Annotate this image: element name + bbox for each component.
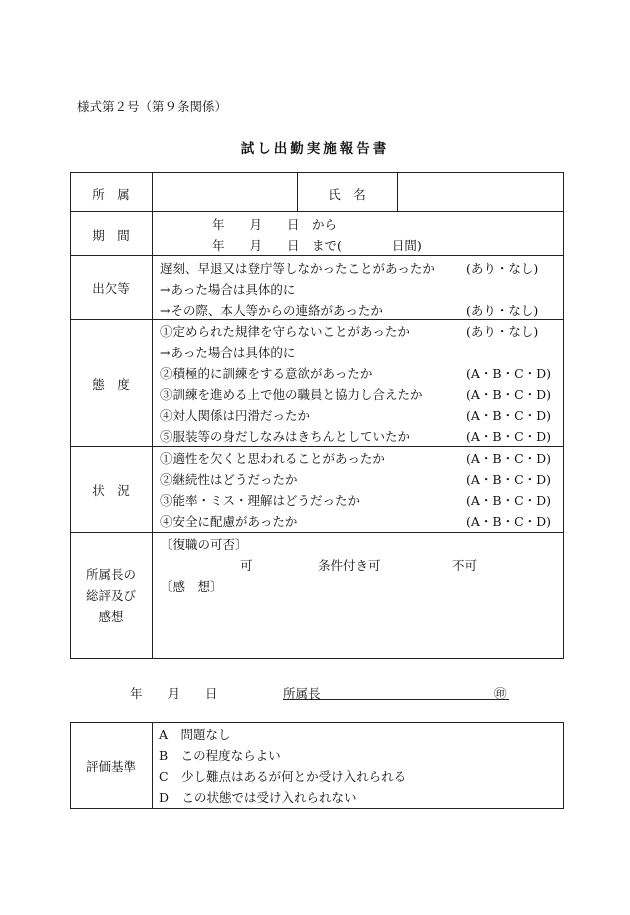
criteria-label: 評価基準: [85, 759, 136, 774]
attendance-item: →その際、本人等からの連絡があったか: [160, 303, 383, 318]
seal-mark: ㊞: [494, 686, 507, 701]
condition-item: ③能率・ミス・理解はどうだったか: [160, 493, 361, 508]
attitude-label: 態 度: [92, 377, 130, 392]
criteria-item: B この程度ならよい: [159, 748, 281, 763]
attitude-item: ⑤服装等の身だしなみはきちんとしていたか: [160, 429, 411, 444]
period-from: 年 月 日 から: [212, 217, 338, 232]
condition-choice[interactable]: (A・B・C・D): [466, 514, 552, 529]
criteria-item: D この状態では受け入れられない: [159, 790, 357, 805]
attitude-item: →あった場合は具体的に: [160, 345, 296, 360]
return-heading: 〔復職の可否〕: [160, 537, 248, 552]
signature-underline[interactable]: [283, 699, 509, 700]
attitude-item: ④対人関係は円滑だったか: [160, 408, 311, 423]
criteria-item: C 少し難点はあるが何とか受け入れられる: [159, 769, 407, 784]
condition-item: ②継続性はどうだったか: [160, 472, 298, 487]
director-signature-label: 所属長: [283, 686, 321, 701]
condition-choice[interactable]: (A・B・C・D): [466, 451, 552, 466]
criteria-item: A 問題なし: [159, 727, 231, 742]
name-label: 氏 名: [328, 187, 366, 202]
attitude-item: ③訓練を進める上で他の職員と協力し合えたか: [160, 387, 423, 402]
attendance-item: →あった場合は具体的に: [160, 282, 296, 297]
attitude-choice[interactable]: (A・B・C・D): [466, 408, 552, 423]
attitude-choice[interactable]: (A・B・C・D): [466, 429, 552, 444]
condition-choice[interactable]: (A・B・C・D): [466, 472, 552, 487]
attendance-item: 遅刻、早退又は登庁等しなかったことがあったか: [160, 261, 435, 276]
form-number: 様式第２号（第９条関係）: [77, 99, 228, 114]
attitude-choice[interactable]: (A・B・C・D): [466, 387, 552, 402]
attendance-choice[interactable]: (あり・なし): [466, 261, 539, 276]
affiliation-label: 所 属: [92, 187, 130, 202]
period-to: 年 月 日 まで( 日間): [212, 238, 422, 253]
condition-label: 状 況: [92, 483, 130, 498]
condition-item: ④安全に配慮があったか: [160, 514, 298, 529]
attitude-choice[interactable]: (A・B・C・D): [466, 366, 552, 381]
attendance-choice[interactable]: (あり・なし): [466, 303, 539, 318]
attitude-item: ②積極的に訓練をする意欲があったか: [160, 366, 373, 381]
director-review-label: 所属長の 総評及び 感想: [85, 567, 136, 624]
condition-item: ①適性を欠くと思われることがあったか: [160, 451, 385, 466]
condition-choice[interactable]: (A・B・C・D): [466, 493, 552, 508]
return-option-yes[interactable]: 可: [240, 558, 253, 573]
attitude-item: ①定められた規律を守らないことがあったか: [160, 324, 410, 339]
impression-heading: 〔感 想〕: [160, 579, 223, 594]
signature-date: 年 月 日: [130, 686, 218, 701]
period-label: 期 間: [92, 228, 130, 243]
return-option-conditional[interactable]: 条件付き可: [318, 558, 381, 573]
attendance-label: 出欠等: [92, 281, 130, 296]
page-title: 試し出勤実施報告書: [240, 141, 390, 157]
attitude-choice[interactable]: (あり・なし): [466, 324, 539, 339]
return-option-no[interactable]: 不可: [452, 558, 478, 573]
